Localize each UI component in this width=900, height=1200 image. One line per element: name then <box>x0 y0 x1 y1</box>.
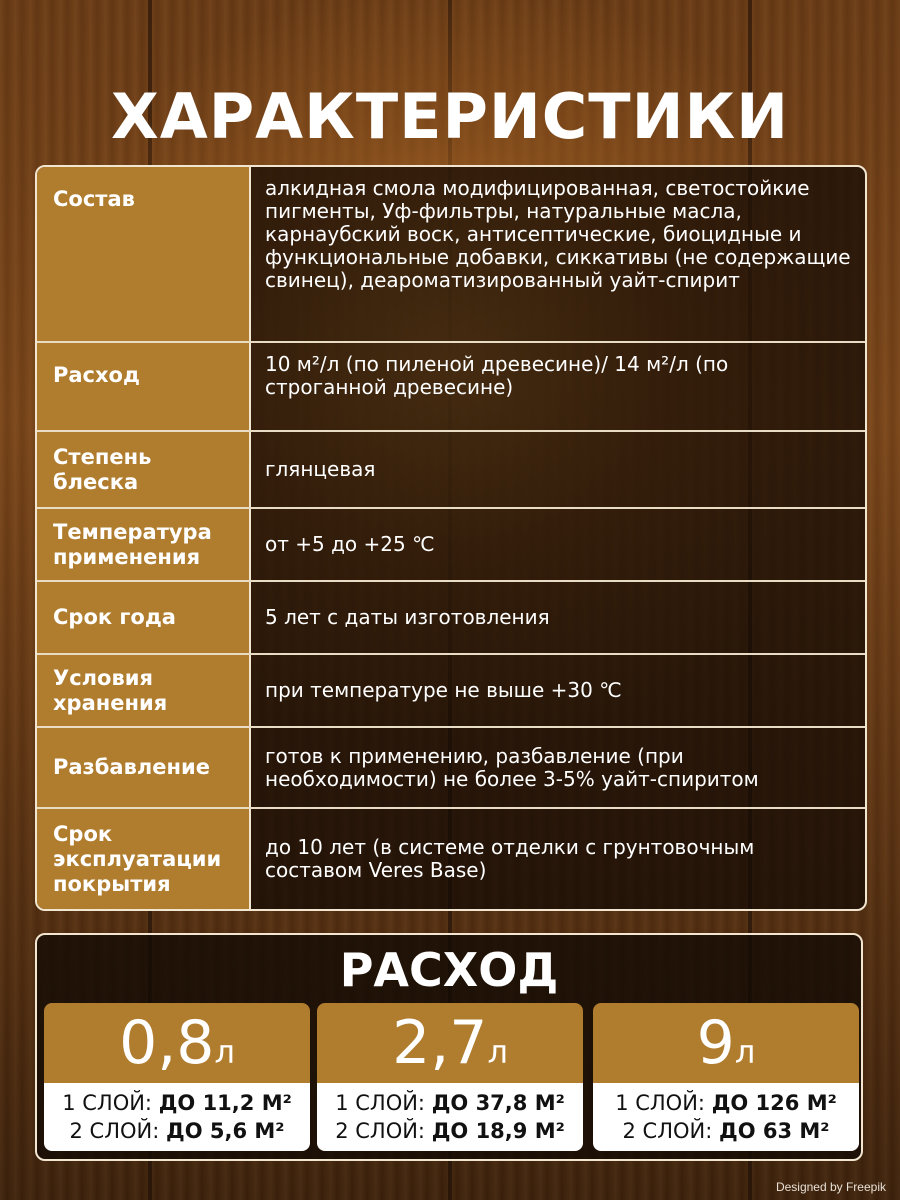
spec-label: Степень блеска <box>37 432 251 507</box>
card-coverage <box>317 1083 583 1151</box>
layer1-value: ДО 11,2 М² <box>158 1091 292 1115</box>
layer1-label: 1 СЛОЙ: <box>335 1091 426 1115</box>
spec-label: Условия хранения <box>37 655 251 726</box>
layer2-label: 2 СЛОЙ: <box>69 1119 160 1143</box>
layer1-label: 1 СЛОЙ: <box>615 1091 705 1115</box>
spec-label: Срок года <box>37 582 251 653</box>
layer1-value: ДО 37,8 М² <box>431 1091 565 1115</box>
card-unit: л <box>734 1033 756 1071</box>
spec-label: Разбавление <box>37 728 251 807</box>
spec-row-storage <box>37 655 865 728</box>
spec-label: Расход <box>37 343 251 430</box>
spec-value: 10 м²/л (по пиленой древесине)/ 14 м²/л (по строганной древесине) <box>265 352 729 399</box>
credit-text: Designed by Freepik <box>775 1180 886 1194</box>
layer2-value: ДО 18,9 М² <box>431 1119 565 1143</box>
spec-value: глянцевая <box>265 457 376 481</box>
usage-title: РАСХОД <box>339 943 559 997</box>
spec-value: 5 лет с даты изготовления <box>265 605 550 629</box>
usage-card-9l <box>593 1003 859 1151</box>
spec-row-consumption <box>37 343 865 432</box>
spec-value: готов к применению, разбавление (при необходимости) не более 3-5% уайт-спиритом <box>265 743 759 791</box>
spec-value: при температуре не выше +30 ℃ <box>265 678 622 702</box>
usage-panel <box>35 933 863 1161</box>
card-volume <box>317 1003 583 1083</box>
spec-label: Состав <box>37 167 251 341</box>
usage-card-0-8l <box>44 1003 310 1151</box>
layer1-label: 1 СЛОЙ: <box>62 1091 153 1115</box>
card-amount: 0,8 <box>119 1008 215 1078</box>
specs-table <box>35 165 867 911</box>
spec-row-composition <box>37 167 865 343</box>
card-amount: 9 <box>696 1008 735 1078</box>
spec-row-thinning <box>37 728 865 809</box>
spec-value: до 10 лет (в системе отделки с грунтовочным составом Veres Base) <box>265 835 755 882</box>
card-amount: 2,7 <box>392 1008 488 1078</box>
card-coverage <box>593 1083 859 1151</box>
usage-card-2-7l <box>317 1003 583 1151</box>
spec-row-service-life <box>37 809 865 909</box>
card-unit: л <box>487 1033 508 1071</box>
card-volume <box>44 1003 310 1083</box>
spec-row-shelf-life <box>37 582 865 655</box>
card-unit: л <box>214 1033 235 1071</box>
spec-value: от +5 до +25 ℃ <box>265 532 435 556</box>
spec-label: Срок эксплуатации покрытия <box>37 809 251 909</box>
card-volume <box>593 1003 859 1083</box>
layer2-label: 2 СЛОЙ: <box>335 1119 426 1143</box>
card-coverage <box>44 1083 310 1151</box>
spec-label: Температура применения <box>37 509 251 580</box>
page-title: ХАРАКТЕРИСТИКИ <box>110 80 790 153</box>
layer2-label: 2 СЛОЙ: <box>622 1119 713 1143</box>
layer2-value: ДО 5,6 М² <box>166 1119 285 1143</box>
spec-row-temperature <box>37 509 865 582</box>
layer1-value: ДО 126 М² <box>711 1091 837 1115</box>
spec-value: алкидная смола модифицированная, светостойкие пигменты, Уф-фильтры, натуральные масла, карнаубский воск, антисептические, биоцидные и функциональные добавки, сиккативы (не содержащие свинец), деароматизированный уайт-спирит <box>265 176 851 292</box>
spec-row-gloss <box>37 432 865 509</box>
layer2-value: ДО 63 М² <box>719 1119 830 1143</box>
